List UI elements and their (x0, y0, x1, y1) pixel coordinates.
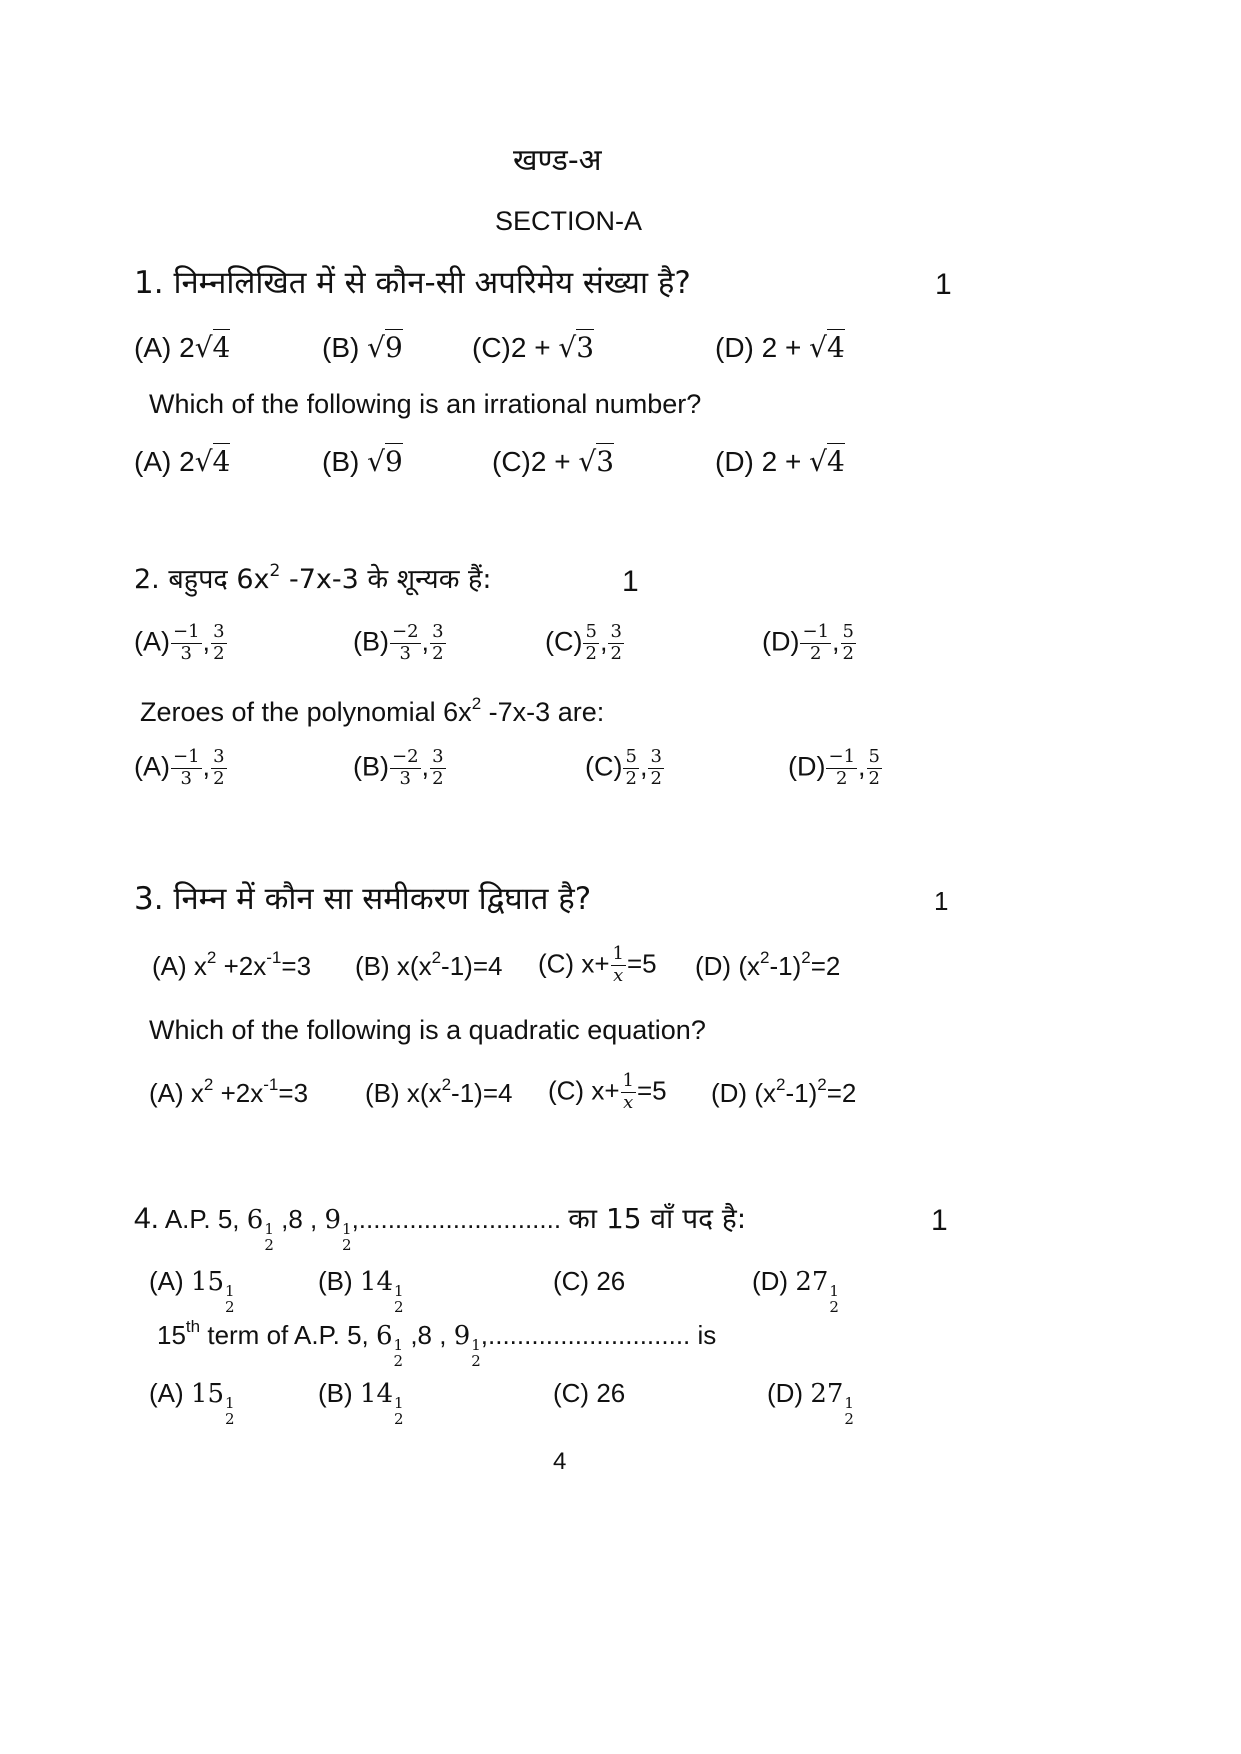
q4-term-4-den: 2 (342, 1235, 352, 1254)
q2-en-option-b-num-1: −2 (392, 746, 419, 767)
q4-en-term-2-den: 2 (393, 1351, 404, 1370)
q2-option-c-num-1: 5 (585, 621, 597, 642)
q1-en-option-b-label: (B) (322, 446, 360, 477)
comma: , (202, 626, 211, 657)
q4-en-option-d-label: (D) (767, 1378, 804, 1408)
q1-en-option-a: (A) 2√4 (134, 445, 231, 478)
q4-ap-label: A.P. (164, 1204, 211, 1234)
q4-option-b-half-den: 2 (394, 1297, 404, 1316)
q3-option-b-sq: 2 (431, 948, 442, 967)
q1-option-c-radicand: 3 (576, 331, 595, 364)
q4-english-mid: term of A.P. (207, 1320, 340, 1350)
q3-option-c-den: x (613, 964, 624, 986)
q2-option-d (762, 623, 857, 664)
q3-option-d-mid: -1) (769, 951, 802, 981)
q4-en-option-b (318, 1380, 404, 1428)
q2-option-a-label: (A) (134, 626, 170, 657)
q4-en-option-a-label: (A) (149, 1378, 184, 1408)
q3-en-option-d-label: (D) (711, 1078, 748, 1108)
q4-option-a-half-num: 1 (225, 1282, 235, 1300)
q2-en-option-a-num-2: 3 (213, 746, 225, 767)
q4-en-option-d-half (844, 1396, 854, 1428)
q1-en-option-d: (D) 2 + √4 (715, 445, 845, 478)
q1-en-option-b: (B) √9 (322, 445, 403, 478)
q4-en-option-c-label: (C) (553, 1378, 590, 1408)
q3-option-a-mid: +2x (223, 951, 267, 981)
q2-option-b-den-1: 3 (399, 642, 411, 664)
q3-en-option-c-den: x (623, 1091, 634, 1113)
q2-en-option-b-fraction-2 (430, 748, 445, 789)
q3-option-b-end: -1)=4 (441, 951, 503, 981)
q3-hindi-text: निम्न में कौन सा समीकरण द्विघात है? (173, 881, 592, 917)
q2-hindi (134, 561, 492, 595)
q4-en-option-c-value: 26 (596, 1378, 626, 1408)
q4-en-option-b-label: (B) (318, 1378, 353, 1408)
q3-en-option-c-end: =5 (636, 1075, 667, 1106)
q4-option-a-value: 15 (190, 1267, 224, 1297)
q3-en-option-d-mid: -1) (785, 1078, 818, 1108)
q4-en-option-c (553, 1380, 625, 1406)
q4-en-term-2-whole: 6 (375, 1321, 393, 1351)
q1-option-d-label: (D) 2 + (715, 332, 802, 363)
q3-en-option-a-end: =3 (278, 1078, 309, 1108)
q4-term-2-frac (264, 1222, 274, 1254)
q4-option-c (553, 1268, 625, 1294)
q2-en-option-c-num-2: 3 (650, 746, 662, 767)
q4-term-4-whole: 9 (324, 1205, 342, 1235)
q2-en-option-d-label: (D) (788, 751, 826, 782)
q4-en-option-a-half (225, 1396, 235, 1428)
q4-hindi-suffix: का 15 वाँ पद है: (568, 1202, 747, 1235)
q4-option-c-value: 26 (596, 1266, 626, 1296)
q4-option-b (318, 1268, 404, 1316)
q2-en-option-d-fraction-2 (867, 748, 882, 789)
q4-en-term-2-frac (394, 1338, 404, 1370)
q2-en-option-a-label: (A) (134, 751, 170, 782)
comma: , (421, 626, 430, 657)
q4-en-option-b-value: 14 (359, 1379, 393, 1409)
q4-en-option-a-value: 15 (190, 1379, 224, 1409)
q2-option-c-den-1: 2 (585, 642, 597, 664)
q3-en-option-d-end: =2 (826, 1078, 857, 1108)
q3-english: Which of the following is a quadratic equation? (149, 1015, 706, 1045)
q4-term-4-frac (342, 1222, 352, 1254)
q2-en-option-b-label: (B) (353, 751, 389, 782)
q3-hindi (134, 881, 592, 917)
q2-option-c-num-2: 3 (610, 621, 622, 642)
q2-hindi-suffix: के शून्यक हैं: (367, 564, 492, 595)
q3-option-d-end: =2 (810, 951, 841, 981)
q1-marks: 1 (935, 268, 952, 301)
q4-en-option-a-half-den: 2 (225, 1409, 235, 1428)
q1-hindi-text: निम्नलिखित में से कौन-सी अपरिमेय संख्या है? (173, 265, 691, 301)
q2-en-option-b (353, 748, 447, 789)
q3-marks: 1 (934, 886, 949, 916)
q2-option-b-num-2: 3 (432, 621, 444, 642)
q4-option-b-value: 14 (359, 1267, 393, 1297)
q2-en-option-d (788, 748, 883, 789)
q2-option-c-fraction-2 (608, 623, 623, 664)
q1-en-option-c-radicand: 3 (596, 445, 615, 478)
q4-option-d-value: 27 (795, 1267, 829, 1297)
q4-term-1: 5, (217, 1204, 240, 1234)
q1-option-b: (B) √9 (322, 331, 403, 364)
q2-english-exp: 2 (471, 694, 482, 713)
q4-option-d-half-num: 1 (829, 1282, 839, 1300)
q2-en-option-d-num-1: −1 (828, 746, 856, 767)
q2-english (140, 694, 605, 727)
q2-option-c-den-2: 2 (610, 642, 622, 664)
q3-option-a-label: (A) (152, 951, 187, 981)
q2-option-d-fraction-2 (841, 623, 856, 664)
q4-term-4-num: 1 (342, 1220, 352, 1238)
q4-en-option-d-half-num: 1 (844, 1394, 854, 1412)
q2-marks: 1 (622, 565, 639, 598)
q1-en-option-b-radicand: 9 (384, 445, 403, 478)
q2-option-a-den-2: 2 (213, 642, 225, 664)
q4-option-d (752, 1268, 839, 1316)
q2-en-option-d-den-1: 2 (836, 767, 848, 789)
q3-en-option-a-label: (A) (149, 1078, 184, 1108)
q2-english-suffix: -7x-3 are: (488, 697, 605, 727)
q2-option-d-fraction-1 (800, 623, 831, 664)
q2-poly-exp: 2 (269, 561, 281, 581)
q2-en-option-c-den-1: 2 (625, 767, 637, 789)
q4-en-option-b-half (394, 1396, 404, 1428)
q2-option-d-den-2: 2 (842, 642, 854, 664)
q2-en-option-c-label: (C) (585, 751, 623, 782)
q3-option-c-num: 1 (612, 943, 624, 964)
q3-option-d (695, 948, 841, 981)
q3-option-b-text: x(x (396, 951, 432, 981)
section-title-hindi: खण्ड-अ (513, 143, 602, 178)
q2-option-b-label: (B) (353, 626, 389, 657)
q1-en-option-d-label: (D) 2 + (715, 446, 802, 477)
q3-en-option-a-sq: 2 (203, 1075, 214, 1094)
q2-en-option-a (134, 748, 228, 789)
q2-english-prefix: Zeroes of the polynomial 6x (140, 697, 472, 727)
comma: , (832, 626, 840, 657)
q4-en-option-d-value: 27 (810, 1379, 844, 1409)
q2-en-option-c-fraction-1 (623, 748, 638, 789)
q3-en-option-d-sq2: 2 (817, 1075, 827, 1094)
q2-option-a (134, 623, 228, 664)
q3-en-option-c-num: 1 (622, 1070, 634, 1091)
page-number: 4 (553, 1448, 567, 1475)
q2-en-option-b-num-2: 3 (432, 746, 444, 767)
q1-en-option-c-label: (C)2 + (492, 446, 571, 477)
q2-hindi-prefix: 2. बहुपद (134, 564, 228, 595)
q4-en-term-4-frac (471, 1338, 481, 1370)
comma: , (858, 751, 866, 782)
q4-en-term-sep: , (480, 1320, 489, 1350)
q4-en-option-b-half-num: 1 (394, 1394, 404, 1412)
q3-option-d-label: (D) (695, 951, 732, 981)
q2-option-a-fraction-1 (171, 623, 202, 664)
q4-en-option-d (767, 1380, 854, 1428)
q2-en-option-c-fraction-2 (648, 748, 663, 789)
q1-option-c-label: (C)2 + (472, 332, 551, 363)
section-title-english: SECTION-A (495, 206, 643, 236)
q3-option-d-sq2: 2 (801, 948, 811, 967)
q2-option-b-den-2: 2 (432, 642, 444, 664)
q2-option-d-num-1: −1 (802, 621, 830, 642)
q4-option-d-half (829, 1284, 839, 1316)
q2-en-option-b-fraction-1 (390, 748, 421, 789)
q2-option-a-den-1: 3 (180, 642, 192, 664)
q4-option-d-label: (D) (752, 1266, 789, 1296)
comma: , (202, 751, 211, 782)
q4-option-a-half-den: 2 (225, 1297, 235, 1316)
q1-english: Which of the following is an irrational number? (149, 389, 702, 419)
q1-option-a-radicand: 4 (212, 331, 231, 364)
q3-option-b (355, 948, 503, 981)
q3-option-b-label: (B) (355, 951, 390, 981)
q4-hindi (134, 1204, 746, 1254)
q3-option-d-text: (x (738, 951, 760, 981)
q1-option-c: (C)2 + √3 (472, 331, 595, 364)
q3-en-option-a (149, 1075, 309, 1108)
q4-option-d-half-den: 2 (829, 1297, 839, 1316)
q1-option-a: (A) 2√4 (134, 331, 231, 364)
q4-english-th: th (185, 1317, 201, 1336)
q1-option-d-radicand: 4 (826, 331, 845, 364)
q2-en-option-c (585, 748, 665, 789)
q2-en-option-c-den-2: 2 (650, 767, 662, 789)
q3-option-a-neg1: -1 (266, 948, 282, 967)
q3-en-option-b-text: x(x (406, 1078, 442, 1108)
q4-en-option-d-half-den: 2 (844, 1409, 854, 1428)
q3-option-c (538, 945, 657, 986)
q2-en-option-a-num-1: −1 (173, 746, 200, 767)
q4-option-a (149, 1268, 235, 1316)
q4-option-b-half-num: 1 (394, 1282, 404, 1300)
q4-en-option-a-half-num: 1 (225, 1394, 235, 1412)
q3-options-row1 (152, 948, 312, 981)
q3-en-option-c (548, 1072, 667, 1113)
q2-option-b-num-1: −2 (392, 621, 419, 642)
q4-option-a-label: (A) (149, 1266, 184, 1296)
q2-en-option-d-fraction-1 (826, 748, 857, 789)
q4-en-term-4-whole: 9 (453, 1321, 471, 1351)
q4-term-2-num: 1 (264, 1220, 274, 1238)
q3-en-option-d-sq: 2 (776, 1075, 786, 1094)
q2-option-b-fraction-1 (390, 623, 421, 664)
q1-hindi (134, 265, 691, 301)
q3-en-option-d-text: (x (754, 1078, 776, 1108)
q2-option-c-fraction-1 (583, 623, 598, 664)
q4-english-15: 15 (157, 1320, 186, 1350)
q4-en-term-3: ,8 , (410, 1320, 447, 1350)
q4-option-b-half (394, 1284, 404, 1316)
q4-number: 4. (134, 1202, 160, 1235)
q4-en-term-4-num: 1 (471, 1336, 481, 1354)
q3-en-option-b-sq: 2 (441, 1075, 452, 1094)
q3-en-option-c-x: x+ (591, 1075, 620, 1106)
q4-term-3: ,8 , (281, 1204, 318, 1234)
q1-en-option-a-label: (A) 2 (134, 446, 195, 477)
q4-english-end: is (697, 1320, 717, 1350)
q2-en-option-c-num-1: 5 (625, 746, 637, 767)
q2-option-d-label: (D) (762, 626, 800, 657)
q1-en-option-d-radicand: 4 (826, 445, 845, 478)
q4-en-term-2-num: 1 (393, 1336, 404, 1354)
q4-english (157, 1317, 717, 1370)
q4-marks: 1 (931, 1204, 948, 1237)
q4-en-option-b-half-den: 2 (394, 1409, 404, 1428)
comma: , (599, 626, 608, 657)
q4-dots: ............................ (358, 1204, 562, 1234)
q3-option-a (152, 948, 312, 981)
q4-option-a-half (225, 1284, 235, 1316)
q2-option-b-fraction-2 (430, 623, 445, 664)
q4-en-dots: ............................ (488, 1320, 691, 1350)
q3-number: 3. (134, 881, 164, 917)
q3-option-d-sq: 2 (760, 948, 770, 967)
q2-option-a-num-2: 3 (213, 621, 225, 642)
q2-en-option-a-fraction-1 (171, 748, 202, 789)
q1-number: 1. (134, 265, 164, 301)
q3-en-option-d (711, 1075, 857, 1108)
q2-poly-a: 6x (236, 564, 270, 595)
q3-en-option-a-x: x (190, 1078, 204, 1108)
q4-option-b-label: (B) (318, 1266, 353, 1296)
comma: , (421, 751, 430, 782)
q3-en-option-c-label: (C) (548, 1075, 585, 1106)
q2-option-a-num-1: −1 (173, 621, 200, 642)
q1-option-d: (D) 2 + √4 (715, 331, 845, 364)
q2-en-option-a-fraction-2 (211, 748, 226, 789)
q2-option-d-num-2: 5 (842, 621, 854, 642)
q3-en-option-b-label: (B) (365, 1078, 400, 1108)
q2-en-option-d-num-2: 5 (868, 746, 880, 767)
q2-en-option-a-den-1: 3 (180, 767, 192, 789)
q2-option-c-label: (C) (545, 626, 583, 657)
q4-term-2-whole: 6 (246, 1205, 264, 1235)
q3-en-option-b (365, 1075, 513, 1108)
q3-en-option-b-end: -1)=4 (451, 1078, 513, 1108)
q2-option-d-den-1: 2 (810, 642, 822, 664)
q2-en-option-a-den-2: 2 (213, 767, 225, 789)
comma: , (639, 751, 648, 782)
q4-option-c-label: (C) (553, 1266, 590, 1296)
q3-en-option-a-neg1: -1 (263, 1075, 279, 1094)
q4-en-option-a (149, 1380, 235, 1428)
q3-option-a-sq: 2 (206, 948, 217, 967)
q1-en-option-c: (C)2 + √3 (492, 445, 615, 478)
q3-option-c-label: (C) (538, 948, 575, 979)
q4-term-2-den: 2 (264, 1235, 274, 1254)
q2-poly-b: -7x-3 (288, 564, 359, 595)
q1-option-b-label: (B) (322, 332, 360, 363)
q2-en-option-d-den-2: 2 (868, 767, 880, 789)
q1-option-b-radicand: 9 (384, 331, 403, 364)
q4-term-sep: , (351, 1204, 359, 1234)
q2-option-b (353, 623, 447, 664)
q4-en-term-1: 5, (347, 1320, 369, 1350)
q3-option-a-end: =3 (281, 951, 312, 981)
q1-en-option-a-radicand: 4 (212, 445, 231, 478)
q3-option-c-end: =5 (626, 948, 657, 979)
q2-option-c (545, 623, 625, 664)
q3-en-option-a-mid: +2x (220, 1078, 264, 1108)
q4-en-term-4-den: 2 (471, 1351, 481, 1370)
q2-option-a-fraction-2 (211, 623, 226, 664)
q3-option-c-x: x+ (581, 948, 610, 979)
q2-en-option-b-den-2: 2 (432, 767, 444, 789)
q2-en-option-b-den-1: 3 (399, 767, 411, 789)
q3-option-a-x: x (193, 951, 207, 981)
q1-option-a-label: (A) 2 (134, 332, 195, 363)
